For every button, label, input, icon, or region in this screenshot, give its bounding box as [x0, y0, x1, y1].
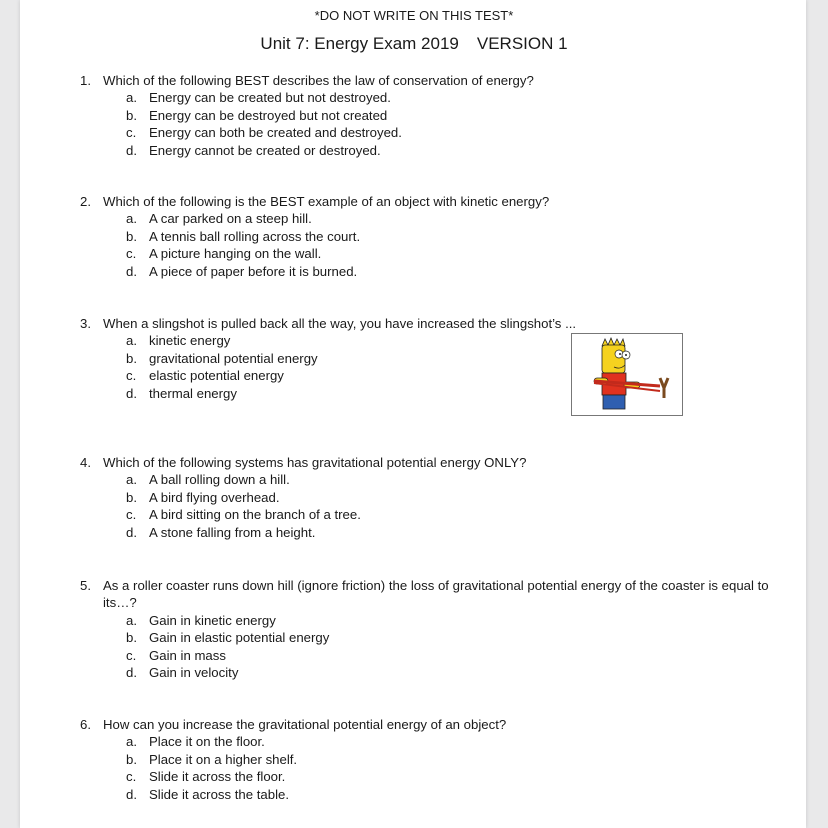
choice-text: Gain in mass [149, 647, 226, 663]
choice-d [80, 524, 780, 541]
choice-b [80, 629, 770, 646]
choice-d [80, 786, 780, 803]
question-number: 5. [80, 578, 91, 593]
choice-text: Gain in velocity [149, 665, 239, 681]
choice-c [80, 647, 770, 664]
choice-letter: b. [126, 350, 137, 366]
choice-c [80, 124, 780, 141]
choice-text: Energy can be destroyed but not created [149, 107, 388, 123]
choice-text: Slide it across the floor. [149, 769, 286, 785]
choice-letter: b. [126, 751, 137, 767]
question-text: Which of the following BEST describes the law of conservation of energy? [103, 73, 534, 88]
choice-c [80, 506, 780, 523]
question-2 [80, 193, 780, 280]
choice-letter: c. [126, 507, 137, 523]
choice-letter: c. [126, 647, 137, 663]
choice-a [80, 89, 780, 106]
choice-letter: c. [126, 246, 137, 262]
choice-a [80, 471, 780, 488]
choice-letter: a. [126, 90, 137, 106]
choice-text: A car parked on a steep hill. [149, 211, 312, 227]
question-number: 1. [80, 73, 91, 88]
choice-text: Gain in kinetic energy [149, 612, 276, 628]
choice-letter: c. [126, 368, 137, 384]
choice-text: Place it on a higher shelf. [149, 751, 298, 767]
question-text: Which of the following systems has gravitational potential energy ONLY? [103, 455, 527, 470]
choice-text: Energy cannot be created or destroyed. [149, 142, 381, 158]
question-6 [80, 716, 780, 803]
question-number: 4. [80, 455, 91, 470]
choice-letter: a. [126, 734, 137, 750]
choice-b [80, 489, 780, 506]
choice-text: kinetic energy [149, 333, 231, 349]
choice-letter: a. [126, 612, 137, 628]
title-text: Unit 7: Energy Exam 2019 [260, 34, 459, 53]
choice-b [80, 228, 780, 245]
choice-letter: b. [126, 630, 137, 646]
choice-c [80, 245, 780, 262]
question-text: When a slingshot is pulled back all the way, you have increased the slingshot’s ... [103, 316, 577, 331]
choice-text: Gain in elastic potential energy [149, 630, 330, 646]
exam-title [0, 34, 828, 54]
choice-text: A picture hanging on the wall. [149, 246, 322, 262]
choice-text: gravitational potential energy [149, 350, 318, 366]
header-note: *DO NOT WRITE ON THIS TEST* [314, 8, 514, 23]
choice-letter: d. [126, 142, 137, 158]
question-text: As a roller coaster runs down hill (ignore friction) the loss of gravitational potential energy of the coaster is equal to its…? [103, 578, 769, 611]
choice-text: A piece of paper before it is burned. [149, 263, 358, 279]
choice-text: Energy can be created but not destroyed. [149, 90, 391, 106]
question-number: 2. [80, 194, 91, 209]
choice-b [80, 107, 780, 124]
question-5 [80, 577, 770, 681]
question-1 [80, 72, 780, 159]
choice-a [80, 210, 780, 227]
choice-letter: a. [126, 211, 137, 227]
choice-text: A bird sitting on the branch of a tree. [149, 507, 361, 523]
choice-letter: d. [126, 385, 137, 401]
choice-letter: b. [126, 107, 137, 123]
choice-letter: d. [126, 524, 137, 540]
choice-text: Place it on the floor. [149, 734, 265, 750]
question-number: 6. [80, 717, 91, 732]
choice-letter: d. [126, 665, 137, 681]
choice-text: A ball rolling down a hill. [149, 472, 290, 488]
choice-text: thermal energy [149, 385, 237, 401]
choice-text: A tennis ball rolling across the court. [149, 228, 361, 244]
choice-d [80, 664, 770, 681]
question-text: Which of the following is the BEST example of an object with kinetic energy? [103, 194, 550, 209]
version-label: VERSION 1 [476, 34, 568, 53]
choice-text: Slide it across the table. [149, 786, 290, 802]
choice-text: elastic potential energy [149, 368, 284, 384]
choice-a [80, 733, 780, 750]
choice-letter: c. [126, 125, 137, 141]
choice-text: Energy can both be created and destroyed. [149, 125, 402, 141]
choice-letter: c. [126, 769, 137, 785]
question-4 [80, 454, 780, 541]
choice-letter: a. [126, 333, 137, 349]
choice-text: A stone falling from a height. [149, 524, 316, 540]
cartoon-figure-icon [572, 334, 682, 415]
choice-letter: b. [126, 228, 137, 244]
question-number: 3. [80, 316, 91, 331]
choice-letter: d. [126, 263, 137, 279]
choice-c [80, 768, 780, 785]
choice-letter: a. [126, 472, 137, 488]
choice-text: A bird flying overhead. [149, 489, 280, 505]
question-text: How can you increase the gravitational potential energy of an object? [103, 717, 507, 732]
choice-b [80, 751, 780, 768]
choice-letter: b. [126, 489, 137, 505]
choice-letter: d. [126, 786, 137, 802]
slingshot-cartoon-image [571, 333, 683, 416]
choice-d [80, 263, 780, 280]
choice-d [80, 142, 780, 159]
choice-a [80, 612, 770, 629]
